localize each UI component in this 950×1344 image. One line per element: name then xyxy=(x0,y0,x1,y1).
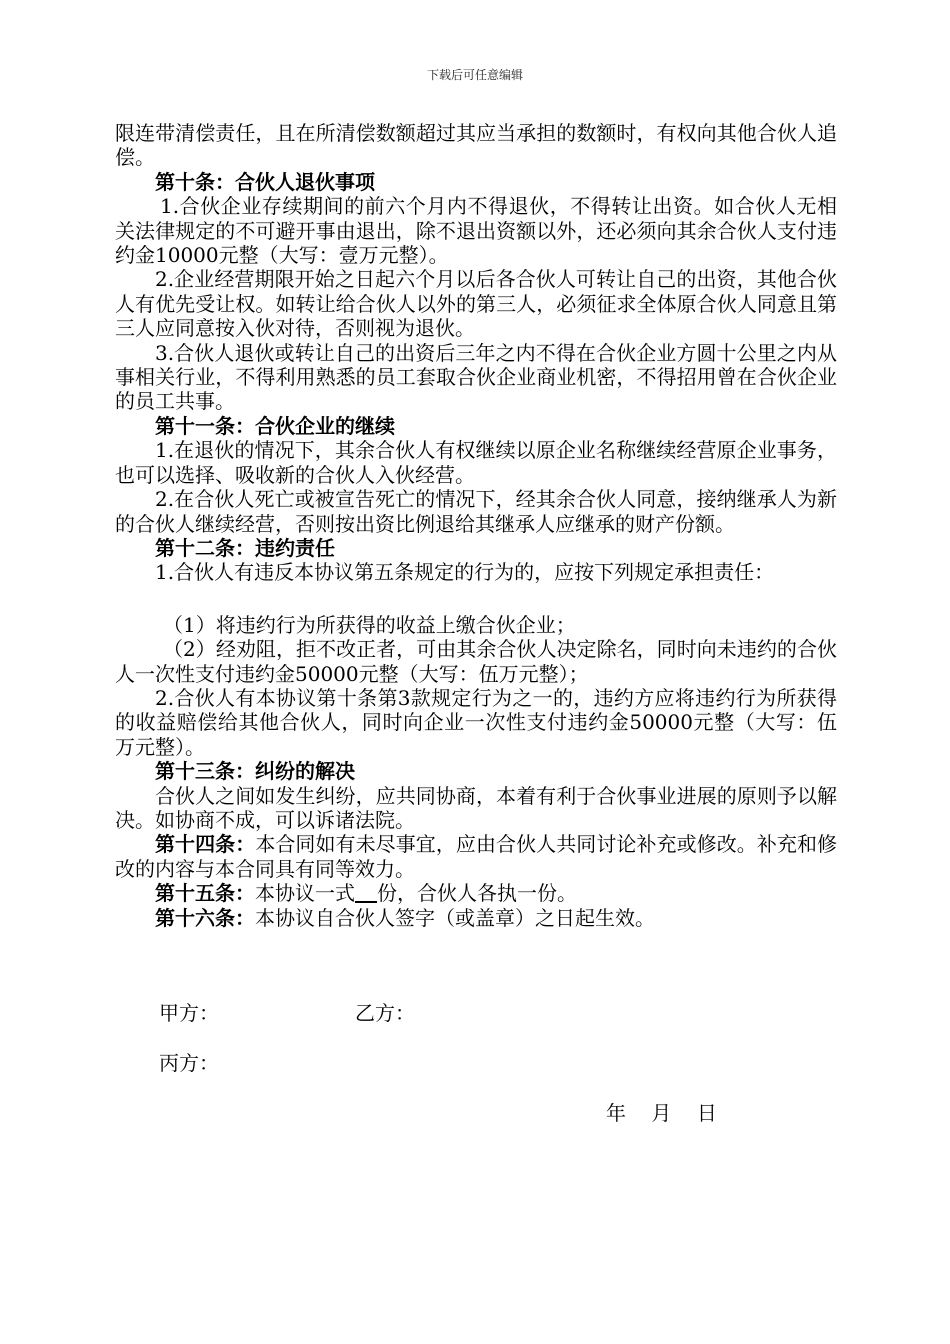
article-12-clause-2: 2.合伙人有本协议第十条第3款规定行为之一的，违约方应将违约行为所获得的收益赔偿给其他合伙人，同时向企业一次性支付违约金50000元整（大写：伍万元整）。 xyxy=(115,685,837,759)
article-16-body: 本协议自合伙人签字（或盖章）之日起生效。 xyxy=(255,905,655,930)
article-14-body: 本合同如有未尽事宜，应由合伙人共同讨论补充或修改。补充和修改的内容与本合同具有同等效力。 xyxy=(115,832,838,881)
article-12-item-1: （1）将违约行为所获得的收益上缴合伙企业； xyxy=(163,612,576,637)
party-c-label: 丙方： xyxy=(159,1051,219,1075)
article-10-clause-2: 2.企业经营期限开始之日起六个月以后各合伙人可转让自己的出资，其他合伙人有优先受让权。如转让给合伙人以外的第三人，必须征求全体原合伙人同意且第三人应同意按入伙对待，否则视为退伙。 xyxy=(115,267,837,341)
article-10-clause-3: 3.合伙人退伙或转让自己的出资后三年之内不得在合伙企业方圆十公里之内从事相关行业，不得利用熟悉的员工套取合伙企业商业机密，不得招用曾在合伙企业的员工共事。 xyxy=(115,340,837,414)
signing-date: 年 月 日 xyxy=(606,1101,717,1125)
article-15-body-end: 份，合伙人各执一份。 xyxy=(377,881,577,906)
party-b-label: 乙方： xyxy=(355,1001,415,1025)
article-11-clause-2: 2.在合伙人死亡或被宣告死亡的情况下，经其余合伙人同意，接纳继承人为新的合伙人继续经营，否则按出资比例退给其继承人应继承的财产份额。 xyxy=(115,487,837,536)
article-16-title: 第十六条： xyxy=(155,905,255,930)
article-15-title: 第十五条： xyxy=(155,881,255,906)
article-11-clause-1: 1.在退伙的情况下，其余合伙人有权继续以原企业名称继续经营原企业事务，也可以选择、吸收新的合伙人入伙经营。 xyxy=(115,438,837,487)
article-12-title: 第十二条：违约责任 xyxy=(155,535,335,560)
article-15 xyxy=(115,881,837,905)
article-13-title: 第十三条：纠纷的解决 xyxy=(155,759,355,784)
page-header: 下载后可任意编辑 xyxy=(426,68,523,82)
article-10-clause-1: 1.合伙企业存续期间的前六个月内不得退伙，不得转让出资。如合伙人无相关法律规定的不可避开事由退出，除不退出资额以外，还必须向其余合伙人支付违约金10000元整（大写：壹万元整）。 xyxy=(115,194,837,268)
article-15-body-start: 本协议一式 xyxy=(255,881,355,906)
paragraph-continuation: 限连带清偿责任，且在所清偿数额超过其应当承担的数额时，有权向其他合伙人追偿。 xyxy=(115,121,837,170)
copies-blank xyxy=(355,883,377,903)
article-16 xyxy=(115,906,837,930)
article-14 xyxy=(115,832,837,881)
article-13-body: 合伙人之间如发生纠纷，应共同协商，本着有利于合伙事业进展的原则予以解决。如协商不成，可以诉诸法院。 xyxy=(115,783,837,832)
article-11-title: 第十一条：合伙企业的继续 xyxy=(155,413,395,438)
party-a-label: 甲方： xyxy=(159,1001,219,1025)
article-10-title: 第十条：合伙人退伙事项 xyxy=(155,169,375,194)
blank-line xyxy=(115,585,837,613)
article-14-title: 第十四条： xyxy=(155,832,256,857)
article-12-item-2: （2）经劝阻，拒不改正者，可由其余合伙人决定除名，同时向未违约的合伙人一次性支付违约金50000元整（大写：伍万元整）； xyxy=(115,637,837,686)
article-12-clause-1: 1.合伙人有违反本协议第五条规定的行为的，应按下列规定承担责任： xyxy=(155,560,775,585)
document-body xyxy=(115,121,837,930)
